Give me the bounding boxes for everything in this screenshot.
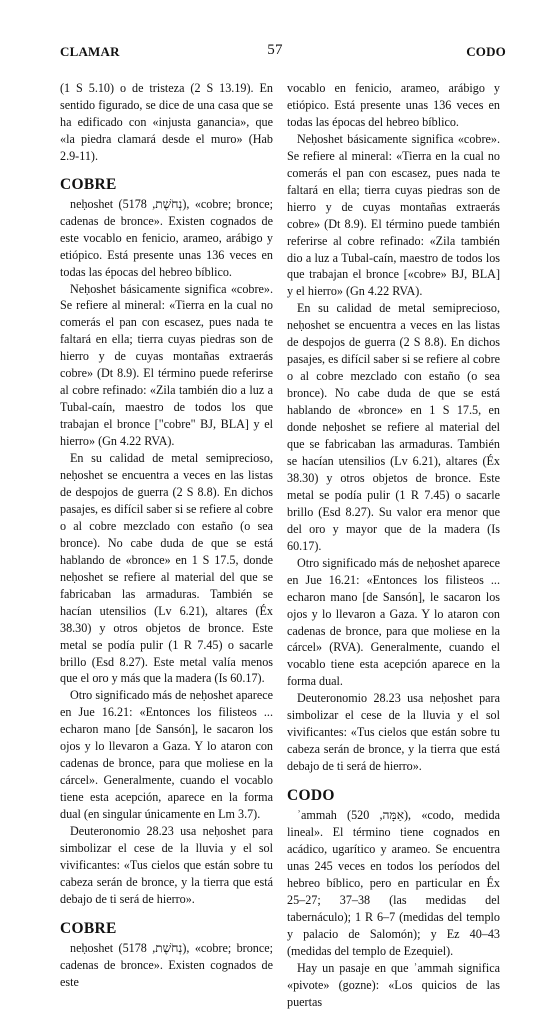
- right-column: [287, 80, 500, 1011]
- paragraph: neḥoshet (נְחֹשֶׁת, 5178), «cobre; bronce; cadenas de bronce». Existen cognados de este vocablo en fenicio, arameo, arábigo y etiópico. Está presente unas 136 veces en todas las épocas del hebreo bíblico.: [60, 196, 273, 279]
- running-head-left: CLAMAR: [60, 44, 120, 59]
- paragraph: Deuteronomio 28.23 usa neḥoshet para simbolizar el cese de la lluvia y el sol vivificantes: «Tus cielos que están sobre tu cabeza serán de bronce, y la tierra que está debajo de ti será de hierro».: [287, 691, 500, 774]
- paragraph: En su calidad de metal semiprecioso, neḥoshet se encuentra a veces en las listas de despojos de guerra (2 S 8.8). En dichos pasajes, es difícil saber si se refiere al cobre o al cobre mezclado con estaño (o sea bronce). No cabe duda de que se está hablando de «bronce» en 1 S 17.5, en donde neḥoshet se refiere al material del que se fabricaban las armaduras. También se hacían utensilios (Lv 6.21), altares (Éx 38.30) y otros objetos de bronce. Este metal se podía pulir (1 R 7.45) o sacarle brillo (Esd 8.27). Su valor era menor que del oro y mayor que de la madera (Is 60.17).: [287, 301, 500, 553]
- entry-heading-cobre: COBRE: [60, 175, 117, 193]
- paragraph: (1 S 5.10) o de tristeza (2 S 13.19). En sentido figurado, se dice de una casa que se ha edificado con «injusta ganancia», que «la piedra clamará desde el muro» (Hab 2.9-11).: [60, 81, 273, 163]
- paragraph: En su calidad de metal semiprecioso, neḥoshet se encuentra a veces en las listas de despojos de guerra (2 S 8.8). En dichos pasajes, es difícil saber si se refiere al cobre o al cobre mezclado con estaño (o sea bronce). No cabe duda de que se está hablando de «bronce» en 1 S 17.5, donde neḥoshet se refiere al material del que se fabricaban las armaduras. También se hacían utensilios (Lv 6.21), altares (Éx 38.30) y otros objetos de bronce. Este metal se podía pulir (1 R 7.45) o sacarle brillo (Esd 8.27). Este metal valía menos que el oro y más que la madera (Is 60.17).: [60, 451, 273, 686]
- entry-heading-cobre-repeat: COBRE: [60, 919, 117, 937]
- paragraph: neḥoshet (נְחֹשֶׁת, 5178), «cobre; bronce; cadenas de bronce». Existen cognados de este: [60, 940, 273, 989]
- paragraph: ʾammah (אַמָּה, 520), «codo, medida lineal». El término tiene cognados en acádico, ugarítico y arameo. Se encuentra unas 245 veces en todos los períodos del hebreo bíblico, pero en particular en Éx 25–27; 37–38 (las medidas del tabernáculo); 1 R 6–7 (medidas del templo y palacio de Salomón); y Ez 40–43 (medidas del templo de Ezequiel).: [287, 808, 500, 958]
- paragraph: Deuteronomio 28.23 usa neḥoshet para simbolizar el cese de la lluvia y el sol vivificantes: «Tus cielos que están sobre tu cabeza serán de bronce, y la tierra que está debajo de ti será de hierro».: [60, 824, 273, 906]
- entry-heading-codo: CODO: [287, 787, 335, 805]
- paragraph: Otro significado más de neḥoshet aparece en Jue 16.21: «Entonces los filisteos ... echaron mano [de Sansón], le sacaron los ojos y lo llevaron a Gaza. Y lo ataron con cadenas de bronce, para que moliese en la cárcel» (RVA). Generalmente, cuando el vocablo tiene esta acepción aparece en la forma dual.: [287, 555, 500, 689]
- paragraph: vocablo en fenicio, arameo, arábigo y etiópico. Está presente unas 136 veces en todas las épocas del hebreo bíblico.: [287, 81, 500, 129]
- left-column: [60, 80, 273, 991]
- paragraph: Otro significado más de neḥoshet aparece en Jue 16.21: «Entonces los filisteos ... echaron mano [de Sansón], le sacaron los ojos y lo llevaron a Gaza. Y lo ataron con cadenas de bronce, para que moliese en la cárcel». Generalmente, cuando el vocablo tiene esta acepción, aparece en la forma dual (en singular únicamente en Lm 3.7).: [60, 688, 273, 822]
- running-head-right: CODO: [466, 44, 506, 59]
- paragraph: Neḥoshet básicamente significa «cobre». Se refiere al mineral: «Tierra en la cual no comerás el pan con escasez, pues nada te faltará en ella; tierra cuyas piedras son de hierro y de cuyas montañas extraerás cobre» (Dt 8.9). El término puede también referirse al cobre refinado: «Zila también dio a luz a Tubal-caín, maestro de todos los que trabajan el bronce [«cobre» BJ, BLA] y el hierro» (Gn 4.22 RVA).: [287, 131, 500, 299]
- paragraph: Neḥoshet básicamente significa «cobre». Se refiere al mineral: «Tierra en la cual no comerás el pan con escasez, pues nada te faltará en ella; tierra cuyas piedras son de hierro y de cuyas montañas extraerás cobre» (Dt 8.9). El término puede referirse al cobre refinado: «Zila también dio a luz a Tubal-caín, maestro de todos los que trabajan el bronce ["cobre" BJ, BLA] y el hierro» (Gn 4.22 RVA).: [60, 281, 273, 449]
- page-number: 57: [267, 42, 283, 58]
- paragraph: Hay un pasaje en que ʾammah significa «pivote» (gozne): «Los quicios de las puertas: [287, 960, 500, 1009]
